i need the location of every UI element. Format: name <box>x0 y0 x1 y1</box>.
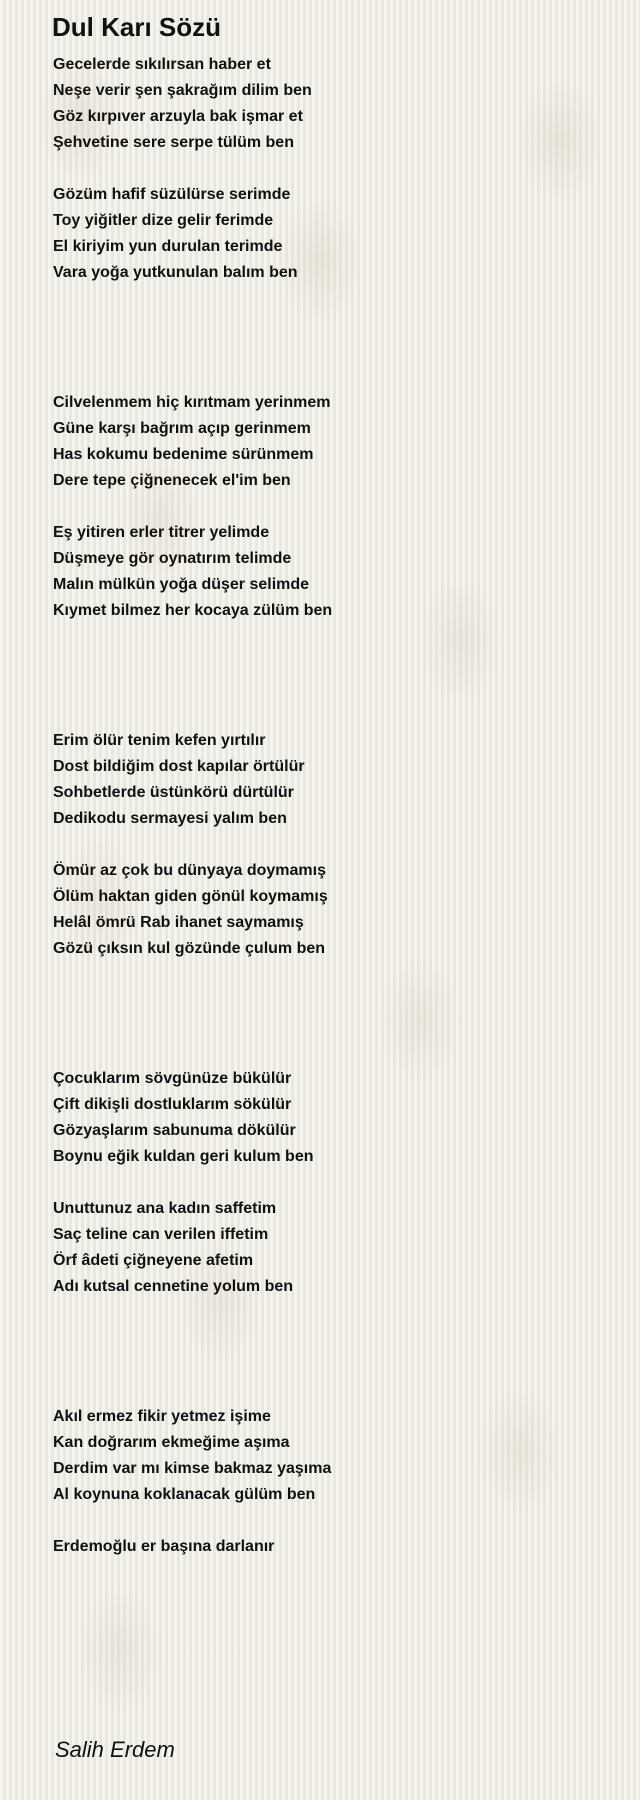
poem-line: Dedikodu sermayesi yalım ben <box>53 810 287 827</box>
stanza-spacer <box>53 494 613 520</box>
poem-line: Unuttunuz ana kadın saffetim <box>53 1200 277 1217</box>
poem-line: Malın mülkün yoğa düşer selimde <box>53 576 310 593</box>
poem-line: Neşe verir şen şakrağım dilim ben <box>53 82 312 99</box>
poem-line: Örf âdeti çiğneyene afetim <box>53 1252 254 1269</box>
section-spacer <box>53 286 613 390</box>
section-spacer <box>53 962 613 1066</box>
stanza-spacer <box>53 156 613 182</box>
stanza-spacer <box>53 832 613 858</box>
poem-line: Helâl ömrü Rab ihanet saymamış <box>53 914 304 931</box>
poem-line: Göz kırpıver arzuyla bak işmar et <box>53 108 303 125</box>
poem-line: Vara yoğa yutkunulan balım ben <box>53 264 298 281</box>
stanza <box>53 1534 613 1560</box>
poem-line: Erim ölür tenim kefen yırtılır <box>53 732 266 749</box>
poem-line: El kiriyim yun durulan terimde <box>53 238 283 255</box>
poem-line: Toy yiğitler dize gelir ferimde <box>53 212 274 229</box>
poem-line: Çift dikişli dostluklarım sökülür <box>53 1096 292 1113</box>
poem-line: Şehvetine sere serpe tülüm ben <box>53 134 294 151</box>
poem-line: Gözüm hafif süzülürse serimde <box>53 186 291 203</box>
poem-line: Eş yitiren erler titrer yelimde <box>53 524 270 541</box>
poem-line: Dost bildiğim dost kapılar örtülür <box>53 758 305 775</box>
poem-line: Cilvelenmem hiç kırıtmam yerinmem <box>53 394 331 411</box>
stanza-spacer <box>53 1170 613 1196</box>
author-name: Salih Erdem <box>55 1737 175 1762</box>
poem-line: Ölüm haktan giden gönül koymamış <box>53 888 328 905</box>
stanza <box>53 728 613 832</box>
stanza <box>53 52 613 156</box>
poem-line: Güne karşı bağrım açıp gerinmem <box>53 420 311 437</box>
poem-line: Gecelerde sıkılırsan haber et <box>53 56 271 73</box>
poem-line: Sohbetlerde üstünkörü dürtülür <box>53 784 294 801</box>
poem-line: Has kokumu bedenime sürünmem <box>53 446 314 463</box>
section-spacer <box>53 624 613 728</box>
poem-line: Kıymet bilmez her kocaya zülüm ben <box>53 602 333 619</box>
poem-body <box>53 52 613 1560</box>
poem-line: Gözü çıksın kul gözünde çulum ben <box>53 940 326 957</box>
poem-line: Gözyaşlarım sabunuma dökülür <box>53 1122 296 1139</box>
section-spacer <box>53 1300 613 1404</box>
poem-line: Derdim var mı kimse bakmaz yaşıma <box>53 1460 332 1477</box>
stanza <box>53 1196 613 1300</box>
poem-line: Akıl ermez fikir yetmez işime <box>53 1408 271 1425</box>
poem-line: Ömür az çok bu dünyaya doymamış <box>53 862 326 879</box>
stanza <box>53 182 613 286</box>
stanza <box>53 520 613 624</box>
poem-line: Çocuklarım sövgünüze bükülür <box>53 1070 292 1087</box>
stanza <box>53 858 613 962</box>
poem-line: Adı kutsal cennetine yolum ben <box>53 1278 294 1295</box>
poem-line: Düşmeye gör oynatırım telimde <box>53 550 292 567</box>
poem-line: Al koynuna koklanacak gülüm ben <box>53 1486 316 1503</box>
stanza <box>53 1066 613 1170</box>
poem-title: Dul Karı Sözü <box>52 12 222 42</box>
poem-line: Kan doğrarım ekmeğime aşıma <box>53 1434 290 1451</box>
poem-line: Saç teline can verilen iffetim <box>53 1226 269 1243</box>
stanza <box>53 390 613 494</box>
stanza-spacer <box>53 1508 613 1534</box>
poem-line: Erdemoğlu er başına darlanır <box>53 1538 275 1555</box>
poem-line: Boynu eğik kuldan geri kulum ben <box>53 1148 314 1165</box>
poem-line: Dere tepe çiğnenecek el'im ben <box>53 472 291 489</box>
stanza <box>53 1404 613 1508</box>
